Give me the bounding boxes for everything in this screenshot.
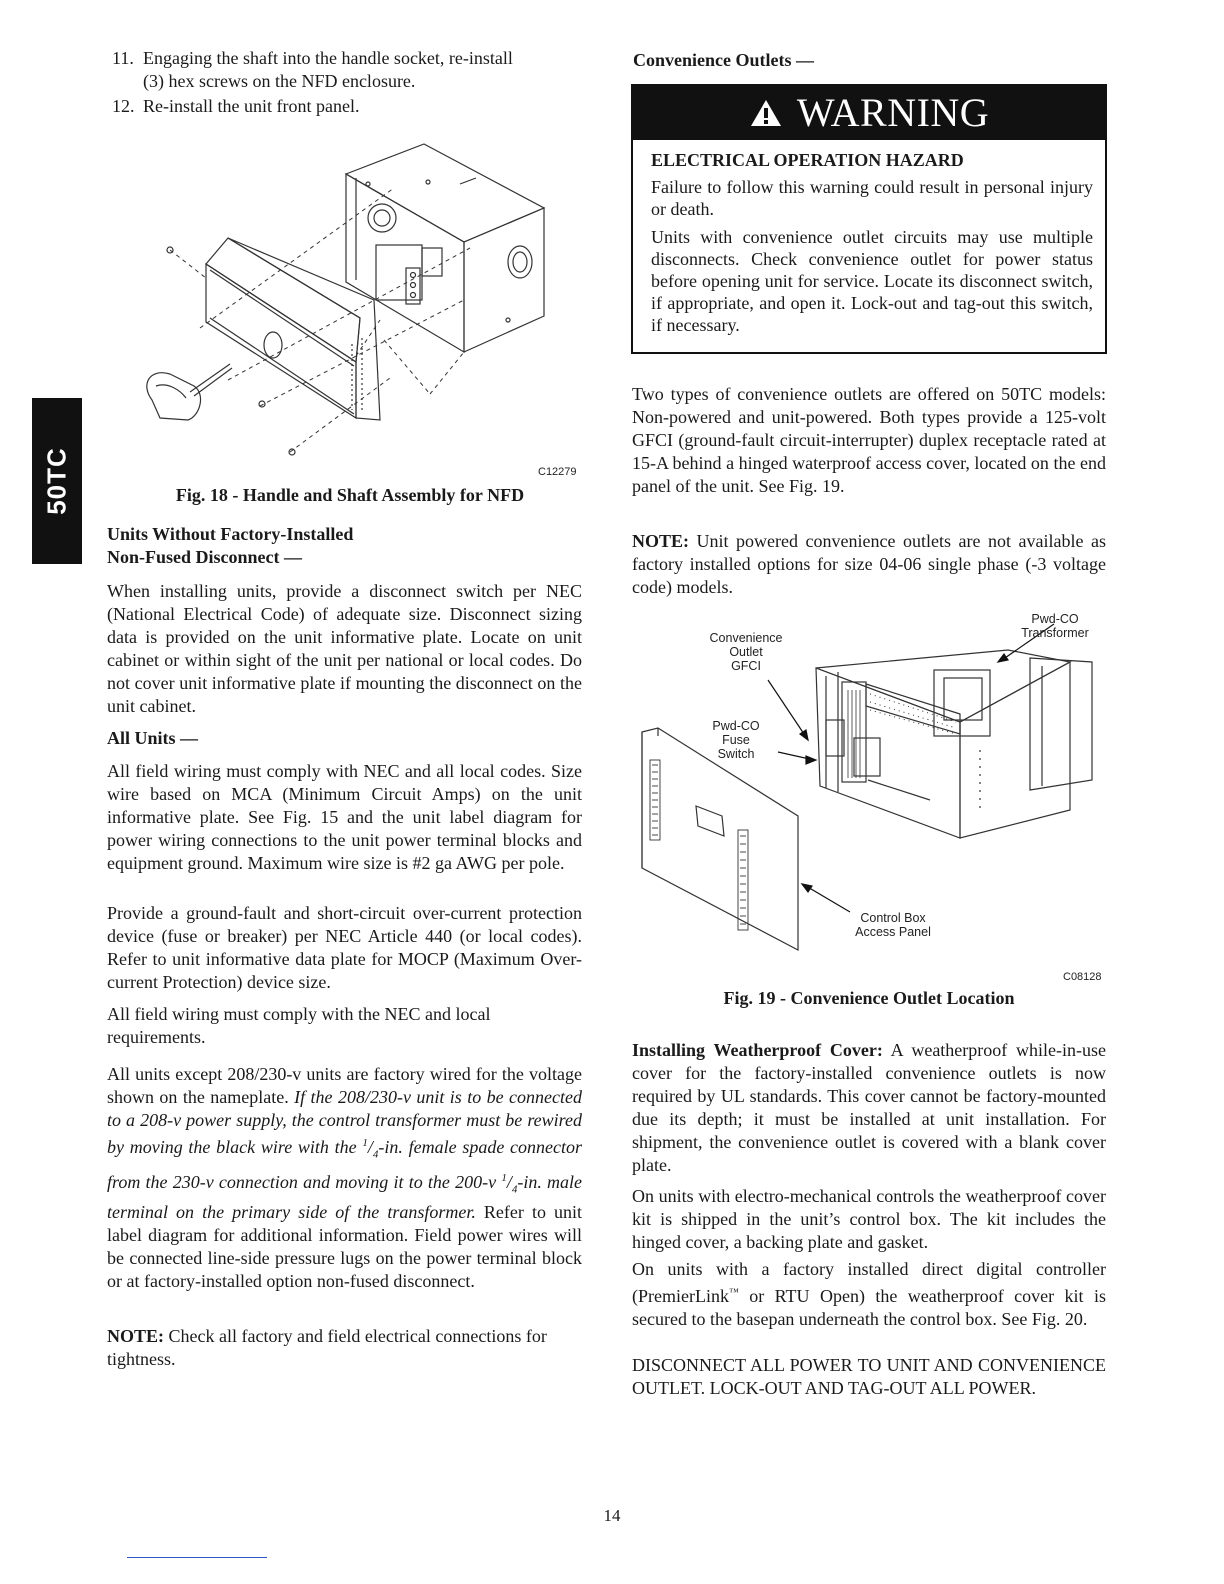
- label-line: Control Box: [860, 911, 926, 925]
- note-paragraph: [107, 1325, 582, 1371]
- list-item: [112, 95, 588, 118]
- paragraph: DISCONNECT ALL POWER TO UNIT AND CONVENIENCE OUTLET. LOCK-OUT AND TAG-OUT ALL POWER.: [632, 1355, 1106, 1398]
- fraction-numerator: 1: [362, 1137, 368, 1149]
- section-heading: All Units —: [107, 728, 199, 748]
- italic-run: -in. female spade connector from the 230-v connection and moving it to the 200-v: [107, 1137, 583, 1192]
- trademark-symbol: ™: [728, 1287, 739, 1298]
- paragraph: On units with electro-mechanical controls the weatherproof cover kit is shipped in the unit’s control box. The kit includes the hinged cover, a backing plate and gasket.: [632, 1186, 1106, 1252]
- text-run: or RTU Open) the weatherproof cover kit is secured to the basepan underneath the control box. See Fig. 20.: [632, 1286, 1106, 1329]
- paragraph: All field wiring must comply with NEC and all local codes. Size wire based on MCA (Minimum Circuit Amps) on the unit informative plate. See Fig. 15 and the unit label diagram for power wiring connections to the unit power terminal blocks and equipment ground. Maximum wire size is #2 ga AWG per pole.: [107, 761, 582, 873]
- figure-code: C08128: [1063, 971, 1102, 983]
- warning-title: WARNING: [796, 90, 990, 135]
- warning-triangle-icon: [749, 98, 783, 128]
- fraction-denominator: 4: [372, 1148, 379, 1161]
- label-line: Pwd-CO: [712, 719, 760, 733]
- text-run: Refer to unit label diagram for additional information. Field power wires will be connected line-side pressure lugs on the power terminal block or at factory-installed option non-fused disconnect.: [107, 1202, 583, 1292]
- paragraph: [632, 1039, 1106, 1177]
- list-text: Engaging the shaft into the handle socket, re-install: [143, 48, 513, 68]
- note-paragraph: [632, 530, 1106, 599]
- label-pwd-co-transformer: [1010, 612, 1100, 640]
- label-line: GFCI: [731, 659, 761, 673]
- paragraph: All units except 208/230-v units are factory wired for the voltage shown on the nameplate. If the 208/230-v unit is to be connected to a 208-v power supply, the control transformer must be rewired by moving the black wire with the $^1/_4-in$. female spade connector from the 230-v connection and moving it to the 200-v $^1/_4-in$. male terminal on the primary side of the transformer. Refer to unit label diagram for additional information. Field power wires will be connected line-side pressure lugs on the power terminal block or at factory-installed option non-fused disconnect.: [107, 1064, 583, 1292]
- text-run: On units with a factory installed direct digital controller (PremierLink: [632, 1259, 1106, 1306]
- paragraph: Two types of convenience outlets are offered on 50TC models: Non-powered and unit-powered. Both types provide a 125-volt GFCI (ground-fault circuit-interrupter) duplex receptacle rated at 15-A behind a hinged waterproof access cover, located on the end panel of the unit. See Fig. 19.: [632, 384, 1106, 496]
- label-line: Pwd-CO: [1031, 612, 1079, 626]
- page-number: 14: [603, 1506, 621, 1525]
- warning-paragraph: Failure to follow this warning could result in personal injury or death.: [651, 177, 1093, 219]
- warning-body: [651, 148, 1093, 342]
- warning-box: [631, 84, 1107, 354]
- installing-text: A weatherproof while-in-use cover for the factory-installed convenience outlets is now required by UL standards. This cover cannot be factory-mounted due its depth; it must be installed at unit installation. For shipment, the convenience outlet is covered with a blank cover plate.: [632, 1040, 1106, 1175]
- list-item: [112, 47, 588, 93]
- paragraph: [632, 1258, 1106, 1331]
- italic-run: -in. male terminal on the primary side of the transformer.: [107, 1171, 583, 1223]
- installing-label: Installing Weatherproof Cover:: [632, 1040, 883, 1060]
- paragraph: When installing units, provide a disconnect switch per NEC (National Electrical Code) of adequate size. Disconnect sizing data is provided on the unit informative plate. Locate on unit cabinet or within sight of the unit per national or local codes. Do not cover unit informative plate if mounting the disconnect on the unit cabinet.: [107, 581, 582, 716]
- nfd-handle-shaft-diagram: [130, 130, 560, 465]
- note-text: Check all factory and field electrical connections for tightness.: [107, 1326, 547, 1369]
- figure-caption: Fig. 18 - Handle and Shaft Assembly for NFD: [175, 485, 525, 505]
- label-line: Transformer: [1021, 626, 1089, 640]
- fraction-numerator: 1: [501, 1171, 507, 1184]
- note-label: NOTE:: [632, 531, 690, 551]
- text-run: All units except 208/230-v units are factory wired for the voltage shown on the nameplate.: [107, 1064, 582, 1107]
- list-text-continued: (3) hex screws on the NFD enclosure.: [143, 71, 416, 91]
- paragraph: All field wiring must comply with the NEC and local requirements.: [107, 1004, 491, 1047]
- label-convenience-outlet: [700, 631, 792, 673]
- heading-line: Units Without Factory-Installed: [107, 524, 354, 544]
- list-text: Re-install the unit front panel.: [143, 96, 360, 116]
- note-text: Unit powered convenience outlets are not available as factory installed options for size 04-06 single phase (-3 voltage code) models.: [632, 531, 1106, 597]
- label-line: Switch: [717, 747, 755, 761]
- list-number: 12.: [112, 96, 135, 116]
- italic-run: If the 208/230-v unit is to be connected to a 208-v power supply, the control transformer must be rewired by moving the black wire with the: [107, 1087, 582, 1157]
- fraction-denominator: 4: [511, 1183, 518, 1196]
- hazard-title: ELECTRICAL OPERATION HAZARD: [651, 150, 964, 170]
- paragraph: Provide a ground-fault and short-circuit over-current protection device (fuse or breaker) per NEC Article 440 (or local codes). Refer to unit informative data plate for MOCP (Maximum Over-current Protection) device size.: [107, 903, 582, 992]
- warning-paragraph: Units with convenience outlet circuits may use multiple disconnects. Check convenience outlet for power status before opening unit for service. Locate its disconnect switch, if appropriate, and open it. Lock-out and tag-out this switch, if necessary.: [651, 227, 1093, 335]
- figure-caption: Fig. 19 - Convenience Outlet Location: [723, 988, 1015, 1008]
- section-heading: [107, 523, 587, 569]
- footer-divider: [127, 1557, 267, 1558]
- section-heading: Convenience Outlets —: [633, 50, 814, 70]
- label-line: Access Panel: [855, 925, 931, 939]
- list-number: 11.: [112, 48, 134, 68]
- side-tab-label: 50TC: [41, 447, 72, 515]
- section-side-tab: [32, 398, 82, 564]
- note-label: NOTE:: [107, 1326, 165, 1346]
- heading-line: Non-Fused Disconnect —: [107, 547, 303, 567]
- figure-code: C12279: [538, 466, 577, 478]
- label-line: Convenience: [709, 631, 783, 645]
- label-pwd-co-fuse-switch: [700, 719, 772, 761]
- label-line: Outlet: [729, 645, 763, 659]
- warning-header: [633, 86, 1105, 140]
- label-control-box: [848, 911, 938, 939]
- label-line: Fuse: [722, 733, 750, 747]
